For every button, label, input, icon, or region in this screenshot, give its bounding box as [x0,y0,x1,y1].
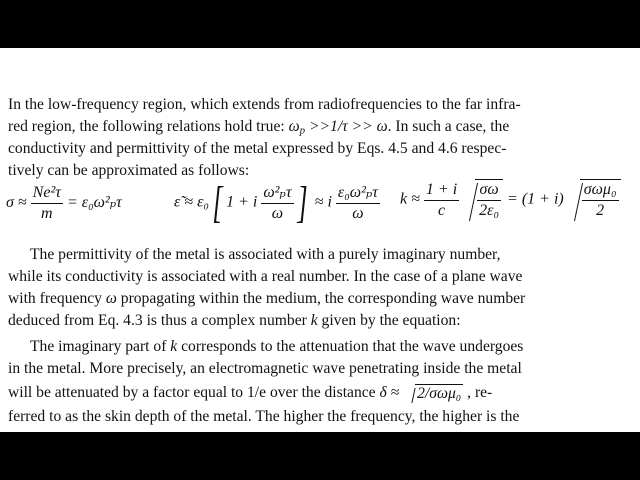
math-k: k [310,312,318,329]
math-k: k [170,338,178,355]
text-span: given by the equation: [317,312,461,329]
denominator: ω [271,204,284,222]
left-bracket: [ [212,178,223,227]
text-line: while its conductivity is associated with a real number. In the case of a plane wave [8,268,523,285]
text-span: will be attenuated by a factor equal to 1/e over the distance [8,384,380,402]
denominator: c [437,201,446,219]
math-subscript: p [299,124,306,137]
eq-sigma: σ ≈ [6,194,27,212]
radicand: 2/σωμ₀ [417,385,462,402]
math-omega: ω [288,118,300,135]
eq-equals: = (1 + i) [507,190,564,208]
numerator: ε₀ω²ₚτ [336,183,380,204]
text-line: ferred to as the skin depth of the metal. The higher the frequency, the higher is the [8,408,520,425]
eq-approx: ≈ i [314,193,332,211]
numerator: σωμ₀ [582,180,619,201]
text-line: in the metal. More precisely, an electromagnetic wave penetrating inside the metal [8,360,522,377]
fraction [336,183,380,224]
denominator: m [41,205,53,222]
denominator: 2 [596,202,605,219]
eq-lhs: ε̃ ≈ ε₀ [174,193,209,211]
text-span: red region, the following relations hold true: [8,118,289,135]
text-line [30,338,598,356]
denominator: 2ε₀ [479,202,500,219]
numerator: ω²ₚτ [261,183,293,204]
eq-lhs: k ≈ [400,190,420,208]
fraction [582,180,619,221]
text-line [8,290,598,308]
numerator: Ne²τ [31,183,63,204]
eq-rhs: = ε₀ω²ₚτ [66,194,122,212]
fraction [31,183,63,224]
text-line: conductivity and permittivity of the metal expressed by Eqs. 4.5 and 4.6 respec- [8,140,507,157]
equation-row [0,173,640,238]
document-page [0,48,640,432]
square-root [568,179,621,221]
text-line [8,118,598,140]
equation-permittivity [174,178,380,227]
numerator: σω [477,180,501,201]
fraction [261,183,293,224]
denominator: ω [352,204,364,222]
text-span: propagating within the medium, the corresponding wave number [116,290,526,307]
text-span: . In such a case, the [387,118,510,135]
text-line: In the low-frequency region, which extends from radiofrequencies to the far infra- [8,96,521,113]
text-line: The permittivity of the metal is associated with a purely imaginary number, [30,246,501,263]
right-bracket: ] [296,178,308,227]
square-root [403,384,463,403]
math-inequality: >>1/τ >> ω [305,118,388,135]
text-line [8,384,598,403]
text-line: tively can be approximated as follows: [8,162,250,179]
math-omega: ω [105,290,117,307]
text-span: deduced from Eq. 4.3 is thus a complex number [8,312,311,329]
equation-wavenumber [400,179,621,221]
text-span: with frequency [8,290,106,307]
numerator: 1 + i [424,180,459,201]
text-span: , re- [467,384,493,402]
math-delta: δ ≈ [379,384,400,402]
text-line [8,312,598,330]
square-root [463,179,503,221]
eq-term: 1 + i [226,193,258,211]
fraction [477,180,501,221]
text-span: corresponds to the attenuation that the wave undergoes [177,338,524,355]
text-span: The imaginary part of [30,338,171,355]
fraction [424,180,459,221]
equation-conductivity [6,183,122,224]
